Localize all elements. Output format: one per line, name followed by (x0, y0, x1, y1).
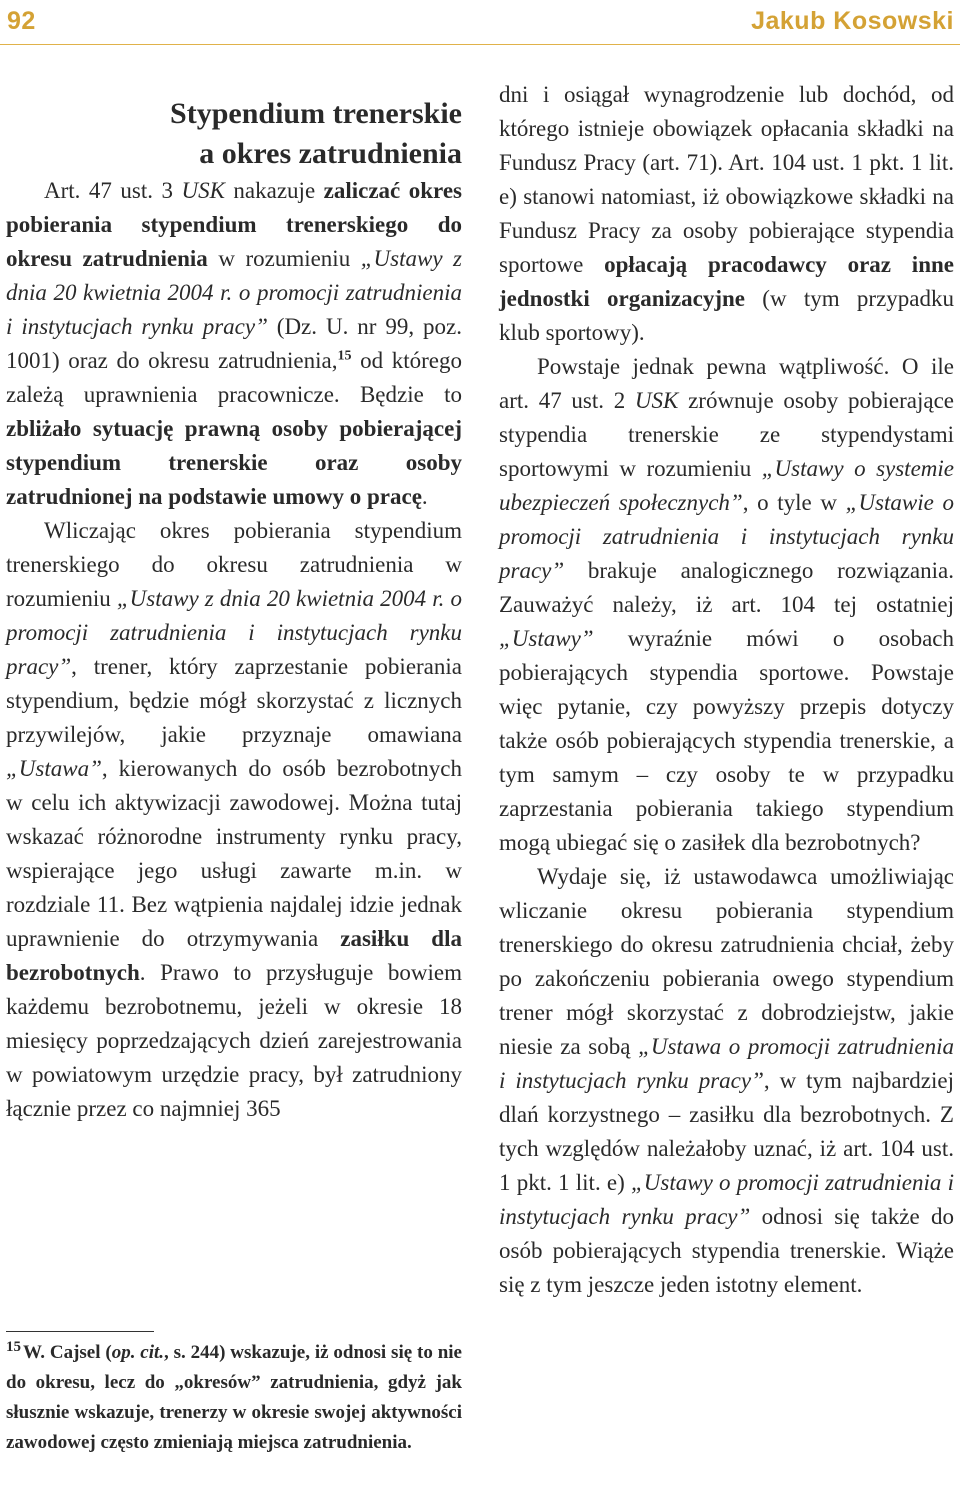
bold-phrase: opłacają pracodawcy oraz inne jednostki organizacyjne (499, 252, 954, 311)
footnote-text: $^{15}$ W. Cajsel (op. cit., s. 244) wskazuje, iż odnosi się to nie do okresu, lecz do „okresów” zatrudnienia, gdyż jak słusznie wskazuje, trenerzy w okresie swojej aktywności zawodowej często zmieniają miejsca zatrudnienia. (6, 1338, 462, 1453)
paragraph: Wydaje się, iż ustawodawca umożliwiając wliczanie okresu pobierania stypendium trenerskiego do okresu zatrudnienia chciał, żeby po zakończeniu pobierania owego stypendium trener mógł skorzystać z dobrodziejstw, jakie niesie za sobą „Ustawa o promocji zatrudnienia i instytucjach rynku pracy”, w tym najbardziej dlań korzystnego – zasiłku dla bezrobotnych. Z tych względów należałoby uznać, iż art. 104 ust. 1 pkt. 1 lit. e) „Ustawy o promocji zatrudnienia i instytucjach rynku pracy” odnosi się także do osób pobierających stypendia trenerskie. Wiąże się z tym jeszcze jeden istotny element. (499, 864, 954, 1297)
section-title (6, 94, 462, 174)
paragraph: Art. 47 ust. 3 USK nakazuje zaliczać okres pobierania stypendium trenerskiego do okresu zatrudnienia w rozumieniu „Ustawy z dnia 20 kwietnia 2004 r. o promocji zatrudnienia i instytucjach rynku pracy” (Dz. U. nr 99, poz. 1001) oraz do okresu zatrudnienia,$^{15}$ od którego zależą uprawnienia pracownicze. Będzie to zbliżało sytuację prawną osoby pobierającej stypendium trenerskie oraz osoby zatrudnionej na podstawie umowy o pracę. (6, 178, 463, 509)
page-header (0, 0, 960, 45)
law-title: „Ustawy o systemie ubezpieczeń społecznych” (499, 456, 954, 515)
section-title-line-1: Stypendium trenerskie (170, 97, 462, 130)
paragraph: Powstaje jednak pewna wątpliwość. O ile art. 47 ust. 2 USK zrównuje osoby pobierające stypendia trenerskie ze stypendystami sportowymi w rozumieniu „Ustawy o systemie ubezpieczeń społecznych”, o tyle w „Ustawie o promocji zatrudnienia i instytucjach rynku pracy” brakuje analogicznego rozwiązania. Zauważyć należy, iż art. 104 tej ostatniej „Ustawy” wyraźnie mówi o osobach pobierających stypendia sportowe. Powstaje więc pytanie, czy powyższy przepis dotyczy także osób pobierających stypendia trenerskie, a tym samym – czy osoby te w przypadku zaprzestania pobierania takiego stypendium mogą ubiegać się o zasiłek dla bezrobotnych? (499, 354, 954, 855)
law-title: „Ustawa o promocji zatrudnienia i instytucjach rynku pracy” (499, 1034, 954, 1093)
law-title: „Ustawy z dnia 20 kwietnia 2004 r. o promocji zatrudnienia i instytucjach rynku pracy” (6, 246, 462, 339)
right-column (499, 78, 954, 1302)
bold-phrase: zasiłku dla bezrobotnych (6, 926, 462, 985)
law-title: „Ustawy z dnia 20 kwietnia 2004 r. o promocji zatrudnienia i instytucjach rynku pracy” (6, 586, 463, 679)
bold-phrase: zaliczać okres pobierania stypendium trenerskiego do okresu zatrudnienia (6, 178, 463, 271)
emphasis: op. cit. (111, 1342, 165, 1363)
emphasis: USK (634, 388, 679, 413)
emphasis: USK (181, 178, 225, 203)
footnote (6, 1338, 462, 1458)
bold-phrase: zbliżało sytuację prawną osoby pobierającej stypendium trenerskie oraz osoby zatrudnionej na podstawie umowy o pracę (6, 416, 462, 509)
law-title: „Ustawy” (499, 626, 594, 651)
paragraph: Wliczając okres pobierania stypendium trenerskiego do okresu zatrudnienia w rozumieniu „Ustawy z dnia 20 kwietnia 2004 r. o promocji zatrudnienia i instytucjach rynku pracy”, trener, który zaprzestanie pobierania stypendium, będzie mógł skorzystać z licznych przywilejów, jakie przyznaje omawiana „Ustawa”, kierowanych do osób bezrobotnych w celu ich aktywizacji zawodowej. Można tutaj wskazać różnorodne instrumenty rynku pracy, wspierające jego usługi zawarte m.in. w rozdziale 11. Bez wątpienia najdalej idzie jednak uprawnienie do otrzymywania zasiłku dla bezrobotnych. Prawo to przysługuje bowiem każdemu bezrobotnemu, jeżeli w okresie 18 miesięcy poprzedzających dzień zarejestrowania w powiatowym urzędzie pracy, był zatrudniony łącznie przez co najmniej 365 (6, 518, 463, 1121)
page-number: 92 (7, 7, 36, 35)
footnote-number: 15 (6, 1338, 21, 1355)
left-column (6, 86, 462, 1126)
law-title: „Ustawa” (6, 756, 102, 781)
footnote-divider (6, 1331, 154, 1332)
running-head-author: Jakub Kosowski (751, 7, 954, 35)
footnote-reference[interactable]: 15 (337, 348, 352, 364)
paragraph: dni i osiągał wynagrodzenie lub dochód, od którego istnieje obowiązek opłacania składki na Fundusz Pracy (art. 71). Art. 104 ust. 1 pkt. 1 lit. e) stanowi natomiast, iż obowiązkowe składki na Fundusz Pracy za osoby pobierające stypendia sportowe opłacają pracodawcy oraz inne jednostki organizacyjne (w tym przypadku klub sportowy). (499, 82, 954, 345)
section-title-line-2: a okres zatrudnienia (199, 137, 462, 170)
law-title: „Ustawie o promocji zatrudnienia i instytucjach rynku pracy” (499, 490, 954, 583)
law-title: „Ustawy o promocji zatrudnienia i instytucjach rynku pracy” (499, 1170, 954, 1229)
